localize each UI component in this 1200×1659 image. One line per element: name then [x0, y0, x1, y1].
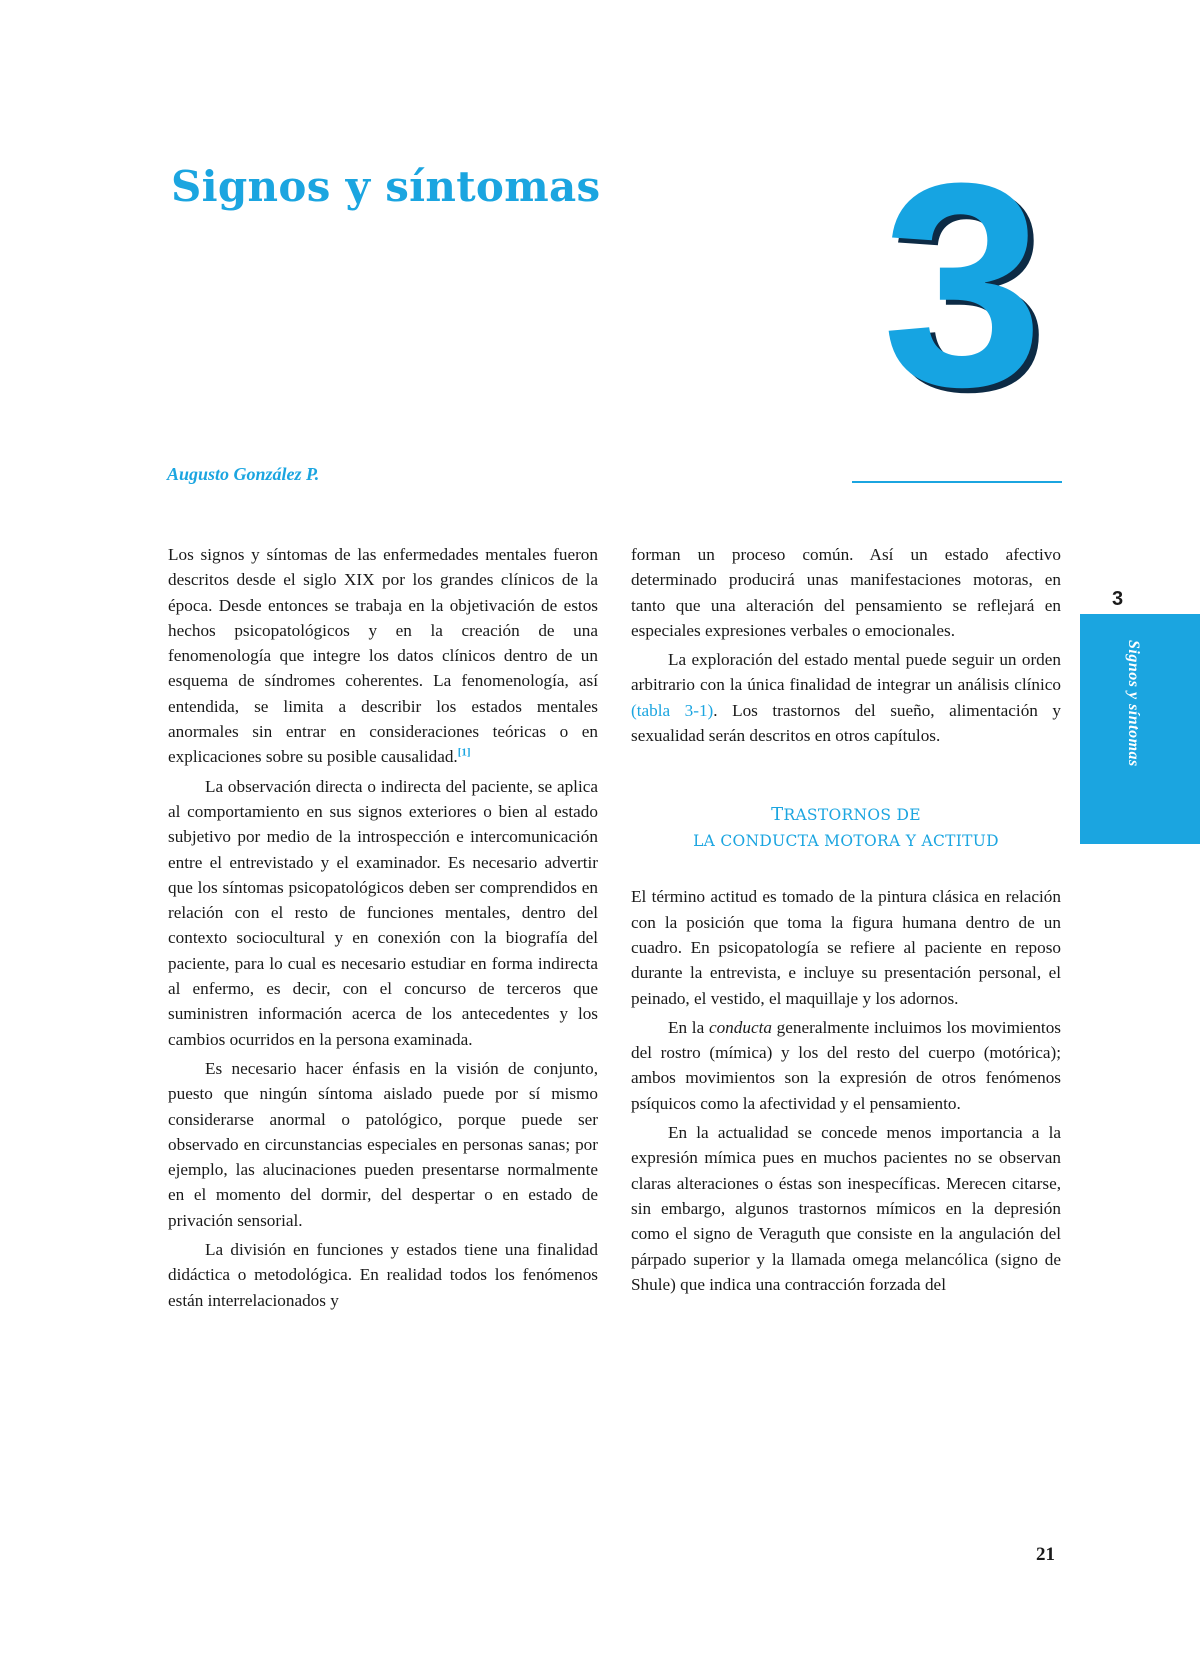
- paragraph-text: . Los trastornos del sueño, alimentación y sexualidad serán descritos en otros capítulos.: [631, 700, 1061, 746]
- paragraph-text: generalmente incluimos los movimientos del rostro (mímica) y los del resto del cuerpo (motórica); ambos movimientos son la expresión de otros fenómenos psíquicos como la afectividad y el pensamiento.: [631, 1017, 1061, 1113]
- paragraph-text: Los signos y síntomas de las enfermedades mentales fueron descritos desde el siglo XIX por los grandes clínicos de la época. Desde entonces se trabaja en la objetivación de estos hechos psicopatológicos y en la creación de una fenomenología que integre los datos clínicos dentro de un esquema de síndromes coherentes. La fenomenología, así entendida, se limita a describir los estados mentales anormales sin entrar en consideraciones teóricas o en explicaciones sobre su posible causalidad.: [168, 545, 598, 767]
- left-column: [168, 542, 598, 1313]
- side-tab-label: Signos y síntomas: [1125, 640, 1142, 767]
- section-heading: [631, 802, 1061, 854]
- emphasis-term: conducta: [708, 1017, 772, 1037]
- paragraph: En la actualidad se concede menos importancia a la expresión mímica pues en muchos pacientes no se observan claras alteraciones o éstas son inespecíficas. Merecen citarse, sin embargo, algunos trastornos mímicos en la depresión como el signo de Veraguth que consiste en la angulación del párpado superior y la llamada omega melancólica (signo de Shule) que indica una contracción forzada del: [631, 1123, 1061, 1294]
- paragraph: Es necesario hacer énfasis en la visión de conjunto, puesto que ningún síntoma aislado puede por sí mismo considerarse anormal o patológico, porque puede ser observado en circunstancias especiales en personas sanas; por ejemplo, las alucinaciones pueden presentarse normalmente en el momento del dormir, del despertar o en estado de privación sensorial.: [168, 1058, 598, 1230]
- side-tab-number: 3: [1112, 588, 1124, 610]
- table-reference-link[interactable]: (tabla 3-1): [631, 700, 714, 720]
- chapter-title: Signos y síntomas: [171, 162, 601, 211]
- paragraph: La observación directa o indirecta del paciente, se aplica al comportamiento en sus signos exteriores o bien al estado subjetivo por medio de la introspección e intercomunicación entre el entrevistado y el examinador. Es necesario advertir que los síntomas psicopatológicos deben ser comprendidos en relación con el resto de funciones mentales, dentro del contexto sociocultural y en conexión con la biografía del paciente, para lo cual es necesario estudiar en forma indirecta al enfermo, es decir, con el concurso de terceros que suministren información acerca de los antecedentes y los cambios ocurridos en la persona examinada.: [168, 776, 598, 1049]
- chapter-number: 3: [882, 123, 1044, 447]
- right-column: [631, 542, 1061, 1297]
- paragraph: forman un proceso común. Así un estado afectivo determinado producirá unas manifestaciones motoras, en tanto que una alteración del pensamiento se reflejará en especiales expresiones verbales o emocionales.: [631, 545, 1061, 640]
- section-heading-text: RASTORNOS DE: [783, 806, 921, 825]
- section-heading-line-1: [631, 802, 1061, 828]
- paragraph: [631, 1015, 1061, 1116]
- chapter-author: Augusto González P.: [167, 464, 320, 484]
- paragraph-text: En la: [668, 1017, 709, 1037]
- author-rule: [852, 481, 1062, 483]
- paragraph: La división en funciones y estados tiene una finalidad didáctica o metodológica. En realidad todos los fenómenos están interrelacionados y: [168, 1240, 598, 1310]
- page-number: 21: [1036, 1544, 1055, 1565]
- section-heading-line-2: LA CONDUCTA MOTORA Y ACTITUD: [693, 832, 999, 851]
- section-heading-initial: T: [771, 804, 784, 826]
- paragraph-text: La exploración del estado mental puede seguir un orden arbitrario con la única finalidad de integrar un análisis clínico: [631, 650, 1061, 695]
- paragraph: El término actitud es tomado de la pintura clásica en relación con la posición que toma la figura humana dentro de un cuadro. En psicopatología se refiere al paciente en reposo durante la entrevista, e incluye su presentación personal, el peinado, el vestido, el maquillaje y los adornos.: [631, 887, 1061, 1008]
- paragraph: [168, 542, 598, 770]
- paragraph: [631, 647, 1061, 748]
- citation-link[interactable]: [1]: [457, 746, 471, 759]
